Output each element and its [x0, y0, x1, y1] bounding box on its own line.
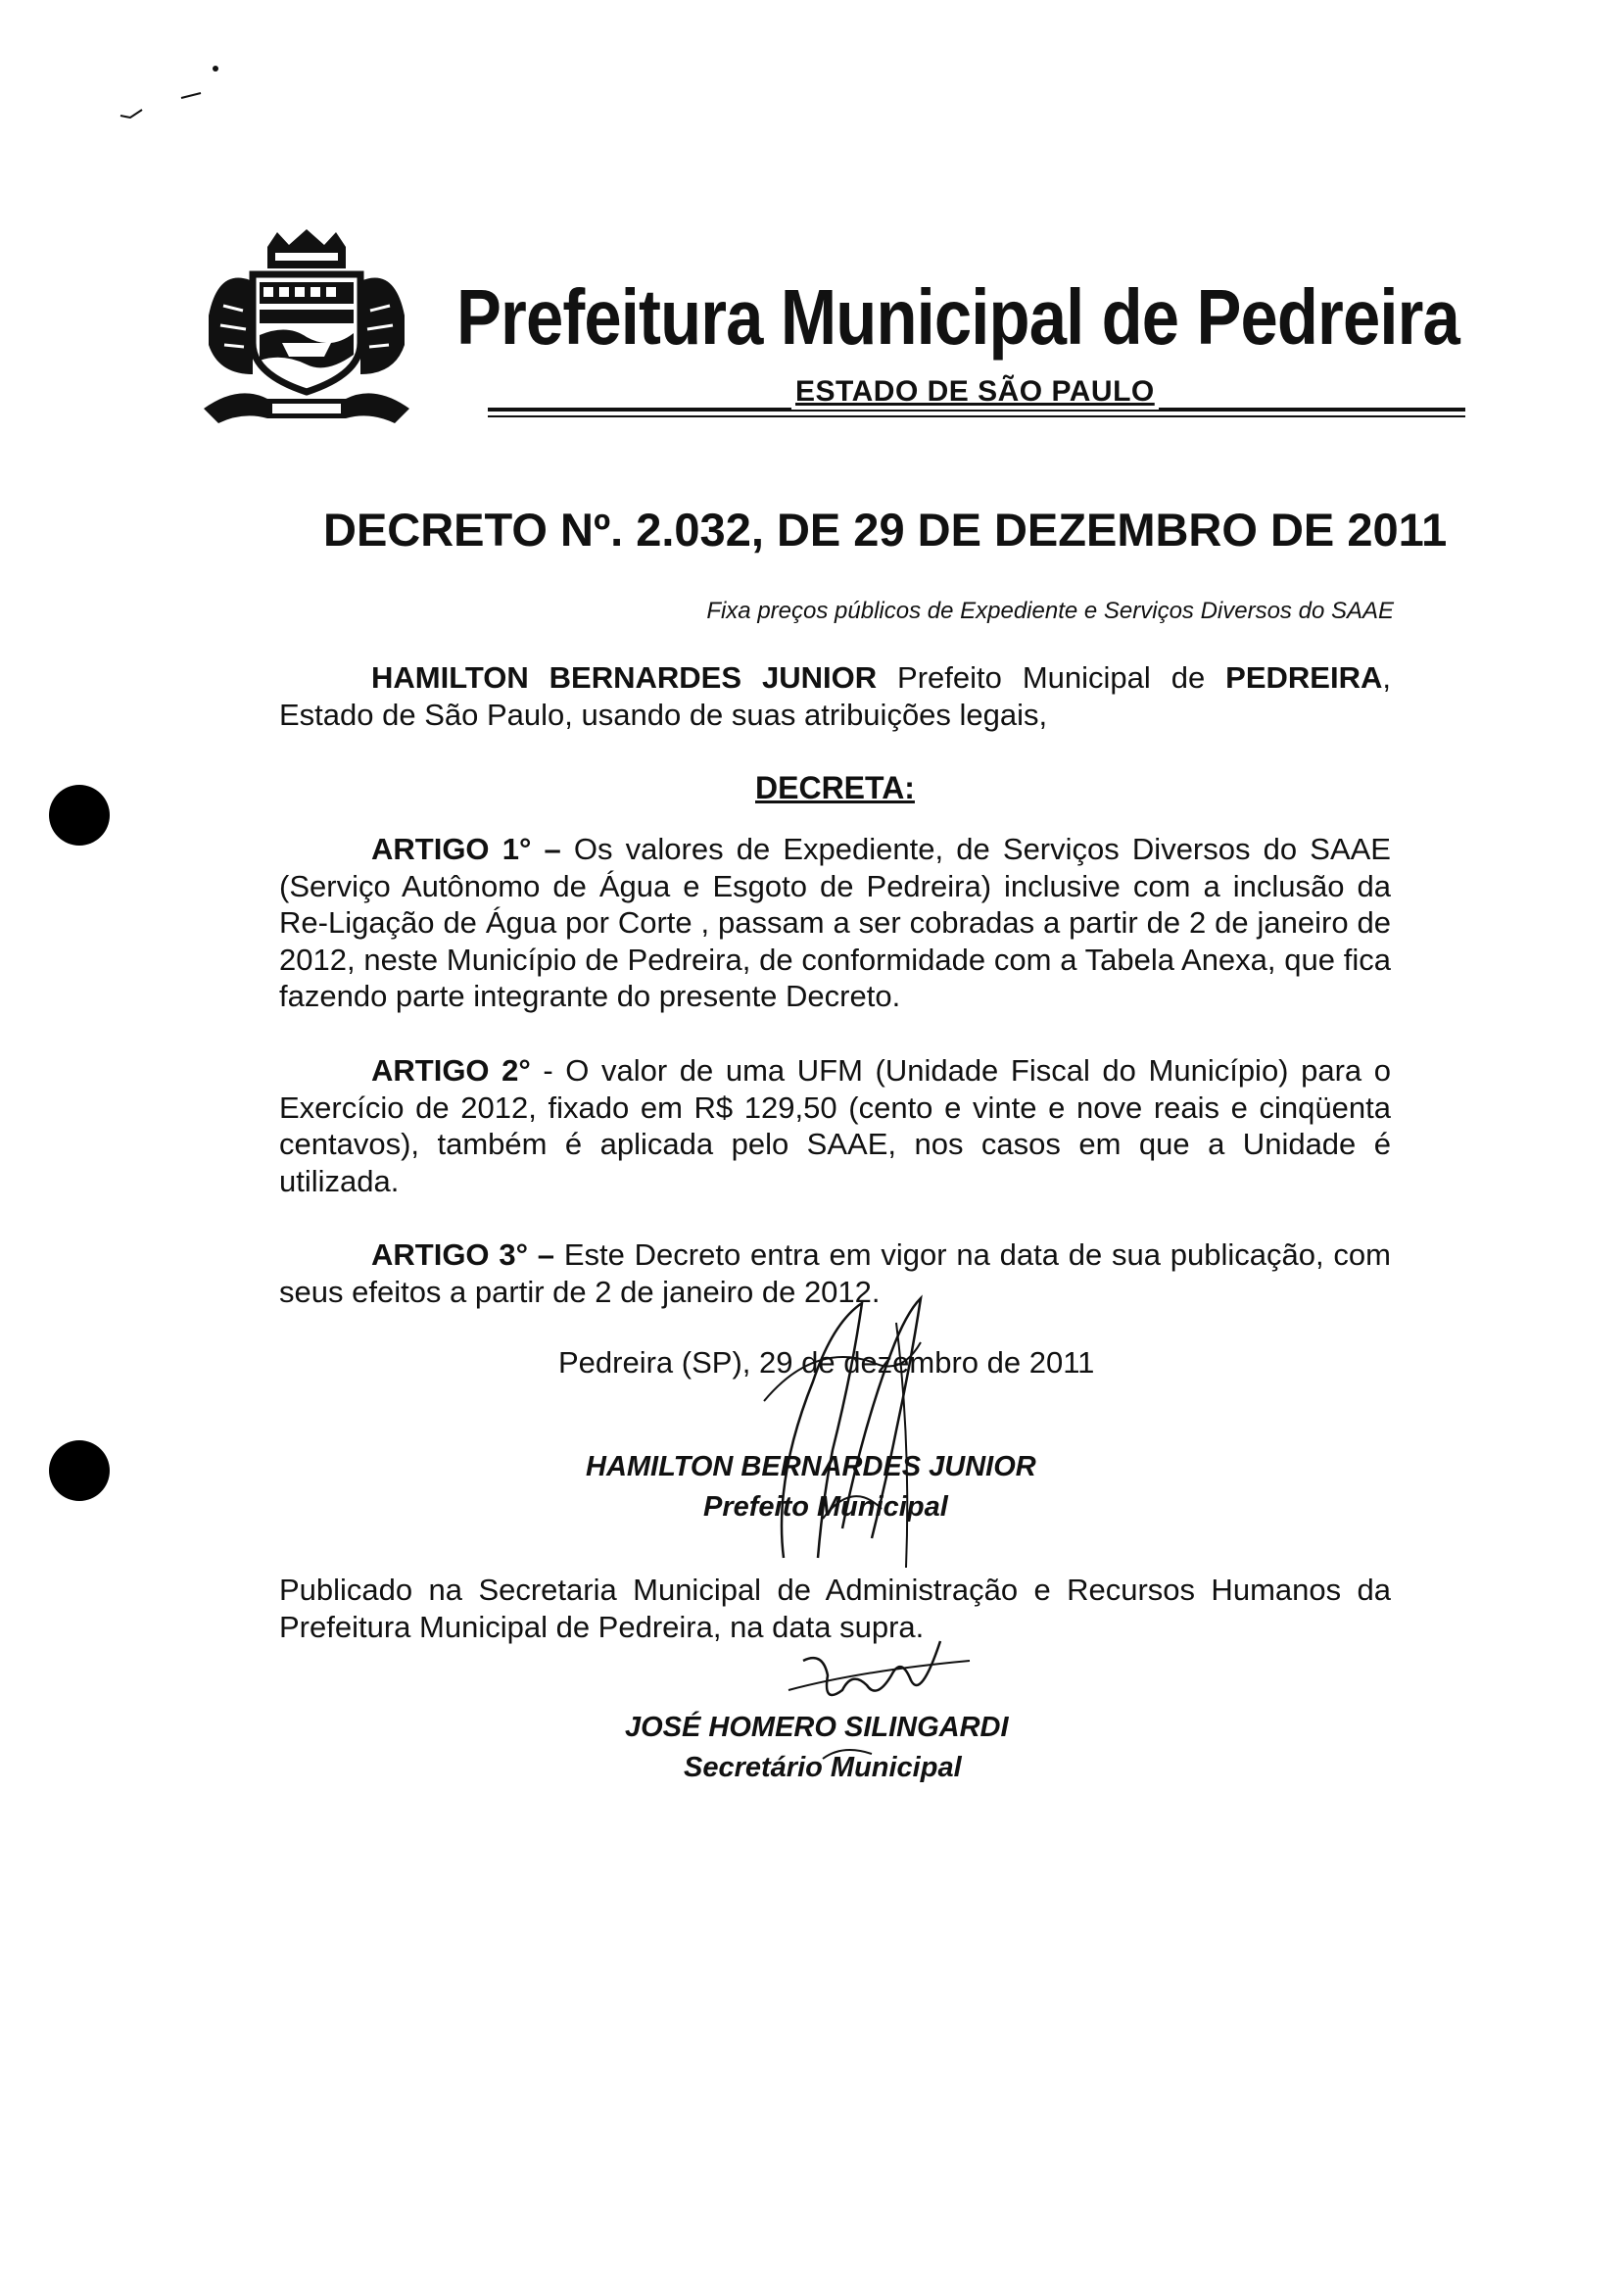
- decree-title: DECRETO Nº. 2.032, DE 29 DE DEZEMBRO DE 2011: [323, 504, 1448, 556]
- secretary-name: JOSÉ HOMERO SILINGARDI: [625, 1712, 1009, 1743]
- article-2-text: - O valor de uma UFM (Unidade Fiscal do Município) para o Exercício de 2012, fixado em R$ 129,50 (cento e vinte e nove reais e cinqüenta centavos), também é aplicada pelo SAAE, nos casos em que a Unidade é utilizada.: [279, 1053, 1391, 1198]
- article-2-label: ARTIGO 2°: [371, 1053, 531, 1088]
- municipality-title: Prefeitura Municipal de Pedreira: [456, 273, 1459, 361]
- binder-hole-top: [49, 785, 110, 846]
- article-2: [279, 1052, 1391, 1199]
- place-date: Pedreira (SP), 29 de dezembro de 2011: [558, 1345, 1095, 1380]
- article-1: [279, 831, 1391, 1015]
- preamble: HAMILTON BERNARDES JUNIOR Prefeito Municipal de PEDREIRA, Estado de São Paulo, usando de suas atribuições legais,: [279, 660, 1391, 732]
- article-3-text: Este Decreto entra em vigor na data de sua publicação, com seus efeitos a partir de 2 de janeiro de 2012.: [279, 1237, 1391, 1309]
- binder-hole-bottom: [49, 1440, 110, 1501]
- mayor-name-inline: HAMILTON BERNARDES JUNIOR: [371, 660, 878, 695]
- secretary-signature: [784, 1631, 989, 1778]
- mayor-signature: [725, 1284, 960, 1577]
- article-1-label: ARTIGO 1° –: [371, 832, 561, 866]
- article-3-label: ARTIGO 3° –: [371, 1237, 555, 1272]
- state-subtitle: ESTADO DE SÃO PAULO: [791, 374, 1159, 410]
- scan-speck: [103, 59, 230, 127]
- coat-of-arms-icon: [199, 227, 414, 433]
- decreta-heading: DECRETA:: [755, 770, 915, 805]
- mayor-name: HAMILTON BERNARDES JUNIOR: [586, 1451, 1036, 1482]
- header-divider-thin: [488, 415, 1465, 417]
- city-name: PEDREIRA: [1225, 660, 1383, 695]
- decree-summary: Fixa preços públicos de Expediente e Serviços Diversos do SAAE: [706, 598, 1394, 624]
- publication-note: Publicado na Secretaria Municipal de Administração e Recursos Humanos da Prefeitura Municipal de Pedreira, na data supra.: [279, 1573, 1391, 1644]
- mayor-title: Prefeito Municipal: [703, 1491, 948, 1523]
- secretary-title: Secretário Municipal: [684, 1752, 962, 1783]
- article-1-text: Os valores de Expediente, de Serviços Diversos do SAAE (Serviço Autônomo de Água e Esgoto de Pedreira) inclusive com a inclusão da Re-Ligação de Água por Corte , passam a ser cobradas a partir de 2 de janeiro de 2012, neste Município de Pedreira, de conformidade com a Tabela Anexa, que fica fazendo parte integrante do presente Decreto.: [279, 832, 1391, 1013]
